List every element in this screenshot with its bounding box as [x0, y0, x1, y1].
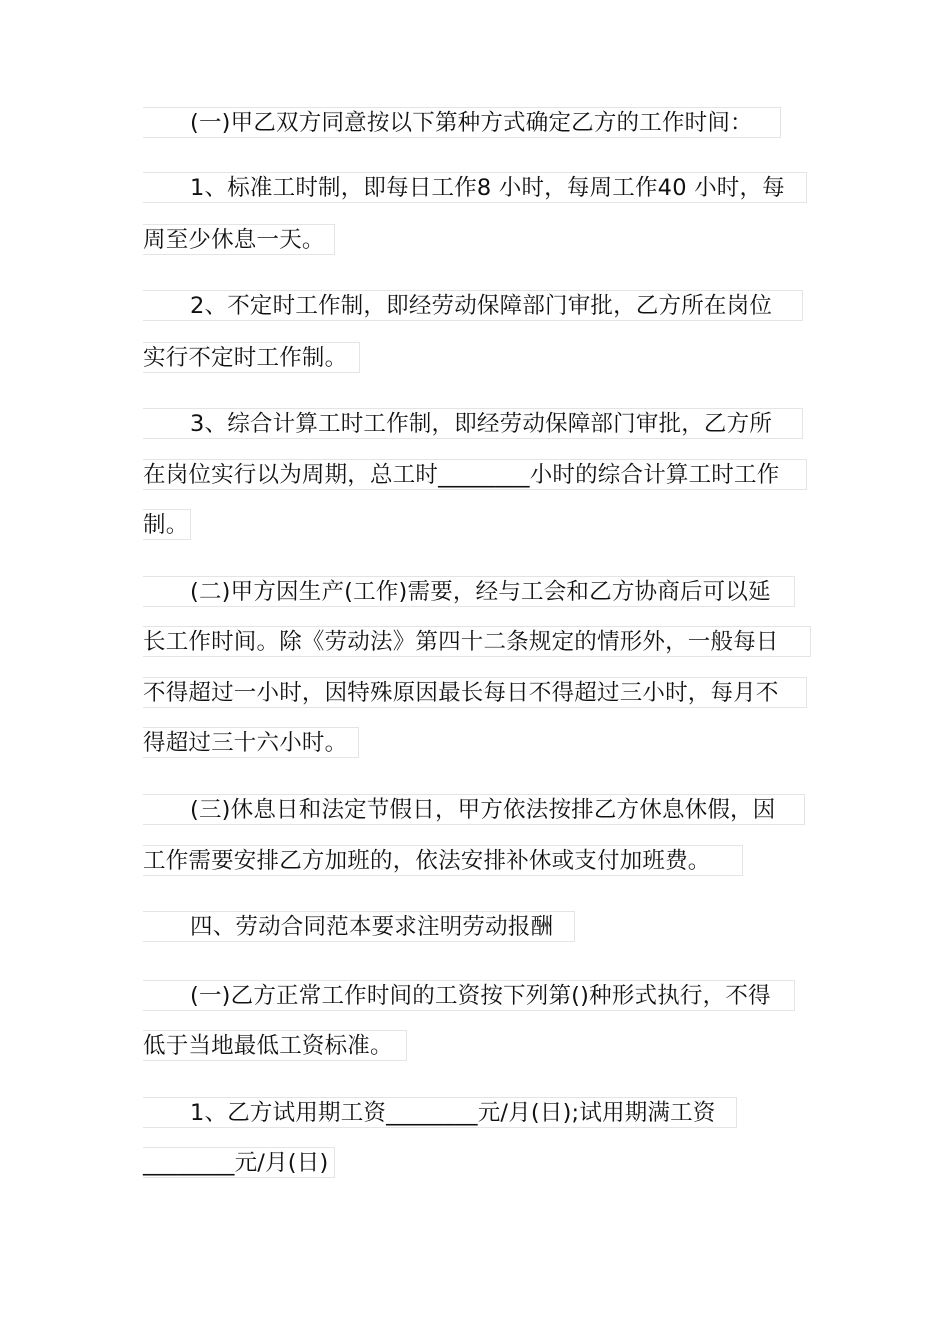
- paragraph-probation-wage-line-1: 1、乙方试用期工资________元/月(日);试用期满工资: [143, 1097, 737, 1128]
- paragraph-holidays-line-2: 工作需要安排乙方加班的，依法安排补休或支付加班费。: [143, 845, 743, 876]
- paragraph-overtime-line-2: 长工作时间。除《劳动法》第四十二条规定的情形外，一般每日: [143, 626, 811, 657]
- section-heading-remuneration: 四、劳动合同范本要求注明劳动报酬: [143, 911, 575, 942]
- paragraph-flexible-hours-line-2: 实行不定时工作制。: [143, 342, 360, 373]
- paragraph-overtime-line-4: 得超过三十六小时。: [143, 727, 359, 758]
- paragraph-comprehensive-hours-line-3: 制。: [143, 509, 191, 540]
- paragraph-overtime-line-1: (二)甲方因生产(工作)需要，经与工会和乙方协商后可以延: [143, 576, 795, 607]
- paragraph-overtime-line-3: 不得超过一小时，因特殊原因最长每日不得超过三小时，每月不: [143, 677, 807, 708]
- paragraph-work-time-intro: (一)甲乙双方同意按以下第种方式确定乙方的工作时间：: [143, 107, 781, 138]
- paragraph-standard-hours-line-2: 周至少休息一天。: [143, 224, 335, 255]
- paragraph-standard-hours-line-1: 1、标准工时制，即每日工作8 小时，每周工作40 小时，每: [143, 172, 807, 203]
- paragraph-probation-wage-line-2: ________元/月(日): [143, 1147, 335, 1178]
- paragraph-wage-form-line-2: 低于当地最低工资标准。: [143, 1030, 407, 1061]
- paragraph-flexible-hours-line-1: 2、不定时工作制，即经劳动保障部门审批，乙方所在岗位: [143, 290, 803, 321]
- paragraph-holidays-line-1: (三)休息日和法定节假日，甲方依法按排乙方休息休假，因: [143, 794, 805, 825]
- paragraph-comprehensive-hours-line-2: 在岗位实行以为周期，总工时________小时的综合计算工时工作: [143, 459, 807, 490]
- paragraph-comprehensive-hours-line-1: 3、综合计算工时工作制，即经劳动保障部门审批，乙方所: [143, 408, 803, 439]
- paragraph-wage-form-line-1: (一)乙方正常工作时间的工资按下列第()种形式执行，不得: [143, 980, 795, 1011]
